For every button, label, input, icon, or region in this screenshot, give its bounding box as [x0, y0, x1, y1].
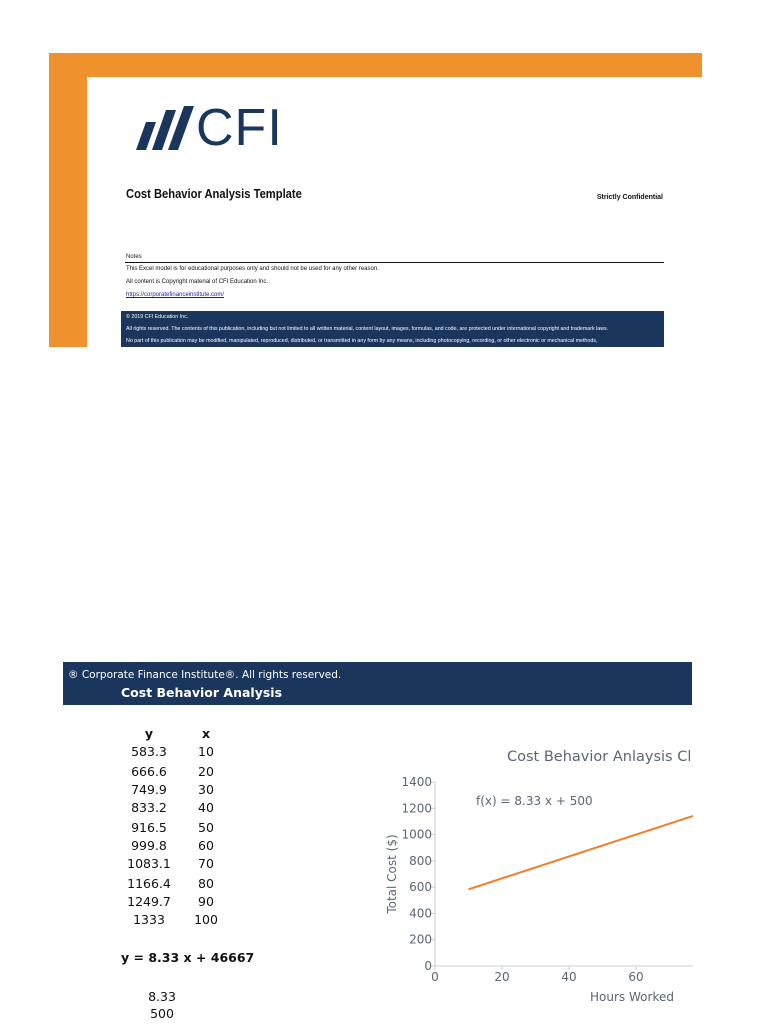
copyright-line: No part of this publication may be modified, manipulated, reproduced, distributed, or transmitted in any form by any means, including photocopying, recording, or other electronic or mechanical methods, [126, 338, 598, 344]
y-tick-label: 400 [409, 906, 432, 921]
cell-y: 1249.7 [127, 894, 171, 909]
sheet-title: Cost Behavior Analysis [121, 685, 283, 700]
cell-x: 100 [194, 912, 218, 927]
x-tick-label: 40 [561, 970, 577, 984]
y-tick-label: 600 [409, 880, 432, 895]
cell-y: 999.8 [131, 838, 167, 853]
cell-y: 1166.4 [127, 876, 171, 891]
x-tick-label: 0 [431, 970, 439, 984]
note-line: All content is Copyright material of CFI Education Inc. [126, 279, 269, 285]
copyright-banner [121, 311, 664, 347]
notes-label: Notes [126, 254, 142, 260]
cell-y: 666.6 [131, 764, 167, 779]
chart-title: Cost Behavior Anlaysis Cl [507, 749, 692, 765]
sheet-header-band [63, 662, 692, 705]
notes-divider [125, 262, 664, 263]
cost-behavior-chart [380, 740, 693, 1010]
regression-equation: y = 8.33 x + 46667 [121, 950, 255, 965]
logo-slash-1 [136, 122, 156, 150]
x-tick-label: 20 [494, 970, 510, 984]
y-tick-label: 1000 [401, 827, 432, 842]
copyright-line: All rights reserved. The contents of this publication, including but not limited to all written material, content layout, images, formulas, and code, are protected under international copyright and trademark laws. [126, 326, 609, 332]
y-tick-label: 800 [409, 853, 432, 868]
cell-x: 70 [198, 856, 214, 871]
cell-y: 833.2 [131, 800, 167, 815]
cell-x: 90 [198, 894, 214, 909]
cell-x: 60 [198, 838, 214, 853]
chart-annotation: f(x) = 8.33 x + 500 [476, 794, 593, 808]
y-axis-title: Total Cost ($) [385, 834, 399, 914]
orange-top-bar [49, 53, 702, 77]
logo-text: CFI [196, 99, 283, 157]
confidential-label: Strictly Confidential [596, 194, 663, 201]
y-tick-label: 1200 [401, 801, 432, 816]
cell-x: 10 [198, 744, 214, 759]
x-axis-title: Hours Worked [590, 990, 674, 1004]
column-header-y: y [144, 726, 154, 741]
intercept-value: 500 [150, 1006, 174, 1021]
copyright-line: © 2019 CFI Education Inc. [126, 314, 189, 320]
document-title: Cost Behavior Analysis Template [126, 186, 302, 201]
orange-left-bar [49, 53, 87, 347]
y-tick-label: 1400 [401, 775, 432, 789]
y-tick-label: 0 [424, 959, 432, 973]
slope-value: 8.33 [148, 989, 176, 1004]
cell-y: 1083.1 [127, 856, 171, 871]
cell-x: 40 [198, 800, 214, 815]
x-tick-label: 60 [628, 970, 644, 984]
sheet-copyright: ® Corporate Finance Institute®. All rights reserved. [68, 669, 342, 681]
y-tick-label: 200 [409, 932, 432, 947]
website-link[interactable]: https://corporatefinanceinstitute.com/ [126, 292, 225, 298]
cell-x: 30 [198, 782, 214, 797]
cell-x: 20 [198, 764, 214, 779]
series-line-total-cost [469, 816, 693, 889]
cell-x: 80 [198, 876, 214, 891]
cell-y: 916.5 [131, 820, 167, 835]
column-header-x: x [201, 726, 211, 741]
note-line: This Excel model is for educational purposes only and should not be used for any other reason. [126, 266, 379, 272]
cell-x: 50 [198, 820, 214, 835]
cell-y: 583.3 [131, 744, 167, 759]
cell-y: 1333 [133, 912, 165, 927]
cell-y: 749.9 [131, 782, 167, 797]
